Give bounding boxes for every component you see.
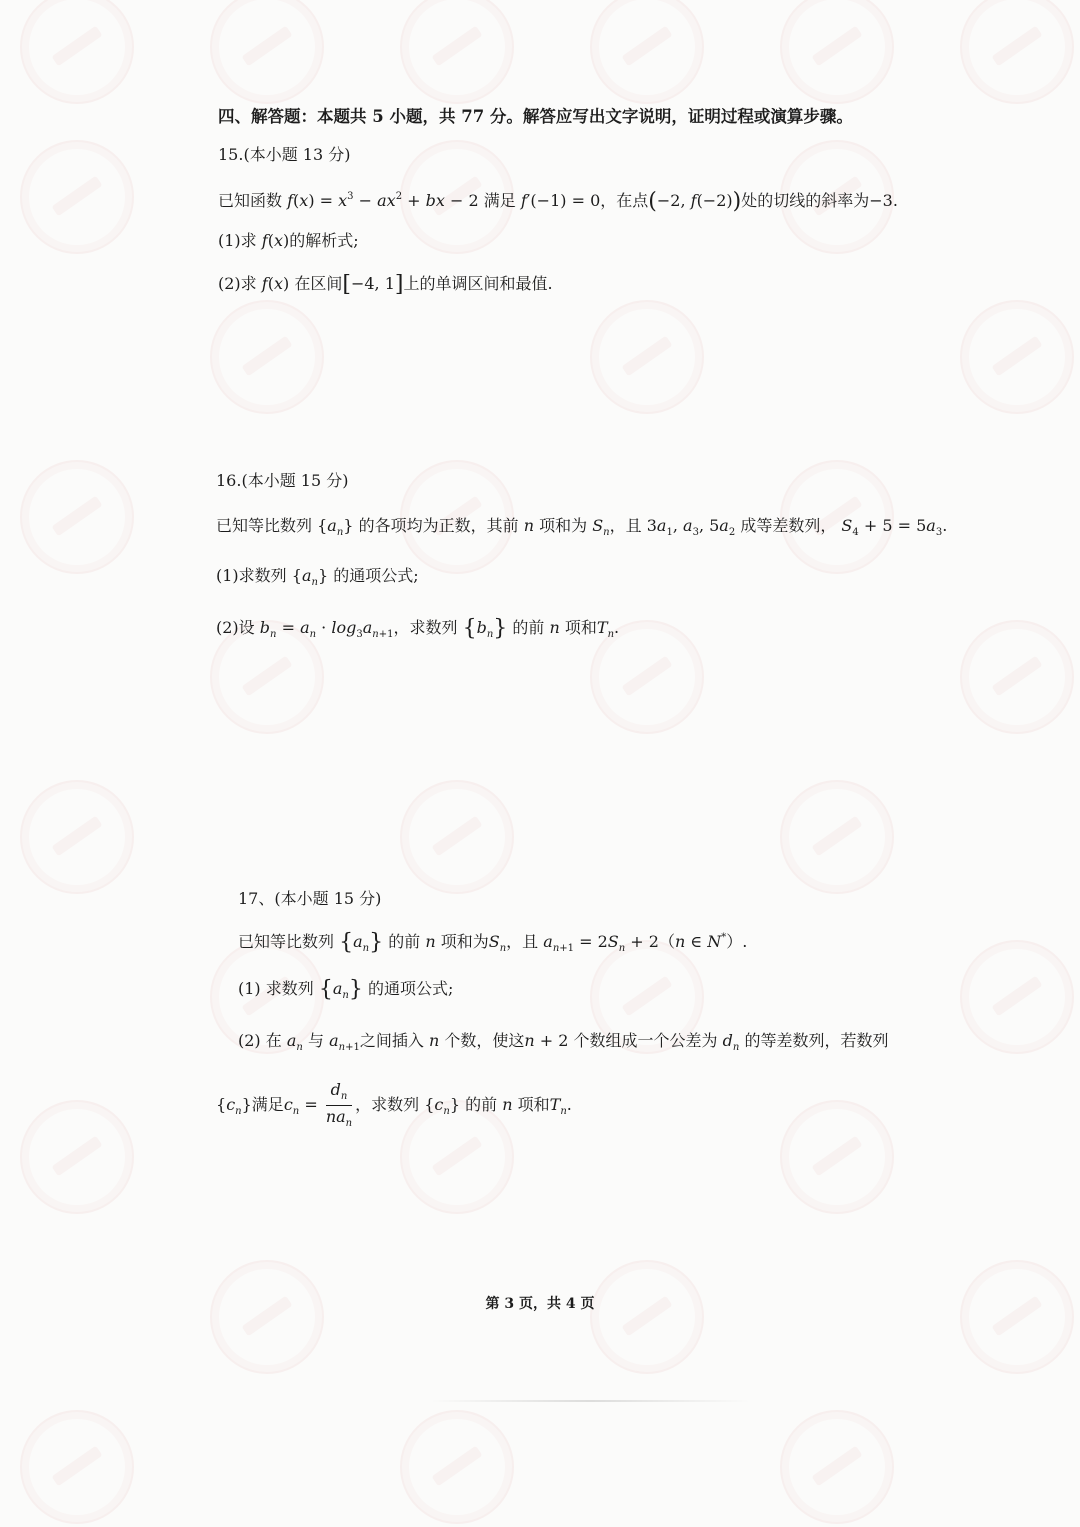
question-15-stem (218, 186, 898, 213)
q15-interval-formula: [−4, 1] (342, 272, 404, 297)
section-title: 四、解答题：本题共 5 小题，共 77 分。解答应写出文字说明，证明过程或演算步骤。 (218, 107, 853, 126)
q15-derivative-condition: f′(−1) = 0 (520, 191, 601, 210)
q15-point-formula: (−2, f(−2)) (648, 189, 742, 214)
q15-stem-point: ，在点 (600, 191, 649, 210)
q17-part1-suffix: 的通项公式; (367, 979, 454, 998)
q17-cont-c: 的前 (465, 1095, 498, 1114)
q17-part2-a: 在 (265, 1031, 282, 1050)
q16-stem-a: 已知等比数列 (216, 516, 313, 535)
q16-part2-suffix: 的前 (512, 618, 545, 637)
watermark-seal (960, 0, 1074, 104)
watermark-seal (780, 1410, 894, 1524)
q15-part2-formula: f(x) (261, 274, 290, 293)
watermark-seal (210, 1260, 324, 1374)
q16-stem-d: ，且 (609, 516, 642, 535)
q17-sn-formula: $S_n$ (488, 932, 507, 954)
question-15-part-2 (218, 273, 553, 296)
watermark-seal (960, 1260, 1074, 1374)
page-footer: 第 3 页，共 4 页 (485, 1296, 595, 1312)
q17-part2-b: 与 (307, 1031, 324, 1050)
watermark-seal (400, 0, 514, 104)
watermark-seal (400, 780, 514, 894)
question-16-header: 16.(本小题 15 分) (216, 471, 349, 490)
question-17-part-1 (238, 978, 453, 1007)
watermark-seal (20, 780, 134, 894)
watermark-seal (960, 940, 1074, 1054)
q17-an1-formula: $a_{n+1}$ (329, 1031, 360, 1053)
q16-condition-formula: $S_4 + 5 = 5a_3$. (841, 516, 948, 538)
q16-part1-formula: $\{a_n\}$ (291, 566, 329, 588)
q17-count-formula: n + 2 (524, 1031, 569, 1050)
q15-part1-suffix: 的解析式; (289, 231, 359, 250)
question-16-part-2 (216, 617, 619, 646)
q16-sn-formula: $S_n$ (592, 516, 610, 538)
watermark-seal (780, 1100, 894, 1214)
question-15-header: 15.(本小题 13 分) (218, 145, 351, 164)
q15-part2-label: (2) (218, 274, 241, 293)
q15-part2-text: 求 (240, 274, 257, 293)
q15-part2-suffix: 上的单调区间和最值. (403, 274, 553, 293)
q17-cont-a: 满足 (251, 1095, 284, 1114)
watermark-seal (780, 0, 894, 104)
q15-stem-slope: −3. (869, 191, 898, 210)
q16-stem-e: 成等差数列， (740, 516, 837, 535)
q17-part2-f: 的等差数列，若数列 (744, 1031, 889, 1050)
question-16-part-1 (216, 565, 419, 594)
q15-function-formula: $f(x) = x^3 - ax^2$ + bx − 2 (287, 191, 479, 210)
watermark-seal (960, 300, 1074, 414)
watermark-seal (20, 140, 134, 254)
q15-stem-cond: 满足 (483, 191, 516, 210)
q17-stem-b: 的前 (388, 932, 421, 951)
q16-stem-c: 项和为 (539, 516, 588, 535)
q17-tn-formula: $T_n$. (549, 1095, 572, 1117)
q17-cseq2-formula: $\{c_n\}$ (424, 1095, 461, 1117)
q17-part1-text: 求数列 (265, 979, 314, 998)
q17-cont-b: ，求数列 (355, 1095, 420, 1114)
question-16-stem (216, 515, 947, 544)
watermark-seal (20, 1100, 134, 1214)
q16-bseq-formula: $\{b_n\}$ (462, 616, 508, 641)
scan-artifact (430, 1400, 750, 1402)
q17-dn-formula: $d_n$ (722, 1031, 740, 1053)
question-17-stem (238, 927, 747, 960)
question-15-part-1 (218, 230, 359, 252)
q16-seq-formula: $\{a_n\}$ (317, 516, 354, 538)
watermark-seal (590, 1260, 704, 1374)
q15-part1-label: (1) (218, 231, 241, 250)
q16-part2-n: n (549, 618, 560, 637)
watermark-seal (590, 0, 704, 104)
question-17-part-2-continued (216, 1082, 572, 1132)
q16-terms-formula: $3a_1$, $a_3$, $5a_2$ (646, 516, 736, 538)
q15-part2-mid: 在区间 (294, 274, 343, 293)
watermark-seal (20, 1410, 134, 1524)
q17-seq-formula: $\{a_n\}$ (339, 930, 384, 955)
q17-n-var: n (425, 932, 436, 951)
q15-stem-prefix: 已知函数 (218, 191, 283, 210)
watermark-seal (590, 300, 704, 414)
q16-part1-text: 求数列 (238, 566, 287, 585)
q15-stem-tangent: 处的切线的斜率为 (741, 191, 870, 210)
q17-stem-a: 已知等比数列 (238, 932, 335, 951)
watermark-seal (20, 0, 134, 104)
question-17-part-2 (238, 1030, 888, 1059)
question-17-header: 17、(本小题 15 分) (238, 889, 382, 908)
q17-part1-label: (1) (238, 979, 261, 998)
q16-stem-b: 的各项均为正数，其前 (358, 516, 519, 535)
watermark-seal (400, 1410, 514, 1524)
q17-cseq-formula: $\{c_n\}$ (216, 1095, 252, 1117)
watermark-seal (780, 780, 894, 894)
q16-part2-mid: ，求数列 (393, 618, 458, 637)
q17-stem-d: ，且 (506, 932, 539, 951)
q16-bn-formula: $b_n = a_n \cdot \log_3a_{n+1}$ (259, 618, 394, 640)
q17-cont-d: 项和 (517, 1095, 550, 1114)
q17-part2-e: 个数组成一个公差为 (573, 1031, 718, 1050)
q17-part1-formula: $\{a_n\}$ (318, 977, 363, 1002)
q16-part1-label: (1) (216, 566, 239, 585)
q16-part2-label: (2) (216, 618, 239, 637)
q16-part1-suffix: 的通项公式; (333, 566, 419, 585)
q15-part1-formula: f(x) (261, 231, 290, 250)
q17-part2-c: 之间插入 (359, 1031, 424, 1050)
watermark-seal (20, 460, 134, 574)
q16-tn-formula: $T_n$. (596, 618, 620, 640)
q16-part2-text: 设 (238, 618, 255, 637)
watermark-seal (210, 300, 324, 414)
watermark-seal (210, 0, 324, 104)
q17-part2-d: 个数，使这 (444, 1031, 525, 1050)
q17-stem-c: 项和为 (440, 932, 489, 951)
q17-an-formula: $a_n$ (286, 1031, 303, 1053)
q17-cont-n: n (502, 1095, 513, 1114)
q16-part2-end: 项和 (564, 618, 597, 637)
q17-part2-label: (2) (238, 1031, 261, 1050)
q15-part1-text: 求 (240, 231, 257, 250)
q17-insert-n: n (428, 1031, 440, 1050)
q16-n-var: n (523, 516, 534, 535)
watermark-seal (960, 620, 1074, 734)
q17-recurrence-formula: $a_{n+1} = 2S_n + 2(n$ ∈ N*）. (543, 932, 748, 954)
q17-cn-formula: $c_n$ = $\frac{d_n}{na_n}$ (283, 1080, 353, 1129)
